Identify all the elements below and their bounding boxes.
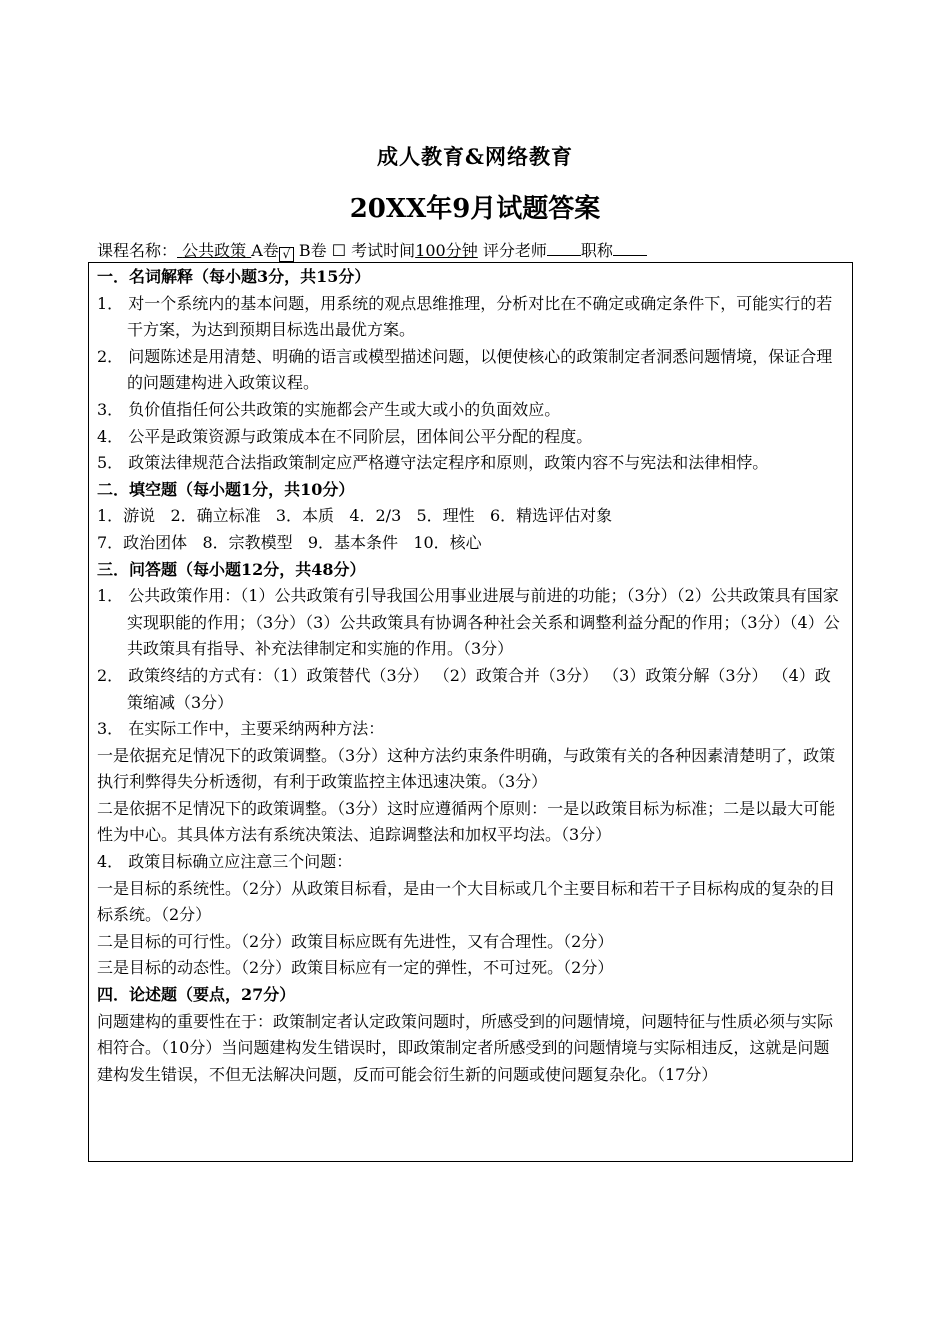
paper-a-label: A卷 [251,241,279,260]
s3-q4-point-3: 三是目标的动态性。（2分）政策目标应有一定的弹性，不可过死。（2分） [97,958,614,978]
org-title: 成人教育&网络教育 [377,144,573,169]
grader-blank [547,241,581,256]
course-name: 公共政策 [182,241,247,260]
grader-label: 评分老师 [482,241,547,260]
s3-question-4: 4． 政策目标确立应注意三个问题： [97,852,353,872]
s2-line: 1．游说 2．确立标准 3．本质 4．2/3 5．理性 6．精选评估对象 [97,506,613,526]
s3-question-3: 3． 在实际工作中，主要采纳两种方法： [97,719,385,739]
paper-a-checkbox: √ [279,247,294,262]
s1-item: 4． 公平是政策资源与政策成本在不同阶层，团体间公平分配的程度。 [97,426,593,446]
s3-q4-point-2: 二是目标的可行性。（2分）政策目标应既有先进性，又有合理性。（2分） [97,931,614,951]
section-2-title: 二．填空题（每小题1分，共10分） [97,479,355,499]
s1-item: 5． 政策法律规范合法指政策制定应严格遵守法定程序和原则，政策内容不与宪法和法律相悖。 [97,453,769,473]
s1-item: 2． 问题陈述是用清楚、明确的语言或模型描述问题，以便使核心的政策制定者洞悉问题情境，保证合理的问题建构进入政策议程。 [97,346,833,393]
s4-answer: 问题建构的重要性在于：政策制定者认定政策问题时，所感受到的问题情境，问题特征与性质必须与实际相符合。（10分）当问题建构发生错误时，即政策制定者所感受到的问题情境与实际相违反，这就是问题建构发生错误，不但无法解决问题，反而可能会衍生新的问题或使问题复杂化。（17分） [97,1011,834,1084]
s3-q4-point-1: 一是目标的系统性。（2分）从政策目标看，是由一个大目标或几个主要目标和若干子目标构成的复杂的目标系统。（2分） [97,878,836,925]
s3-q3-method-1: 一是依据充足情况下的政策调整。（3分）这种方法约束条件明确，与政策有关的各种因素清楚明了，政策执行利弊得失分析透彻，有利于政策监控主体迅速决策。（3分） [97,745,836,792]
s3-question-1: 1． 公共政策作用：（1）公共政策有引导我国公用事业进展与前进的功能；（3分）（2）公共政策具有国家实现职能的作用；（3分）（3）公共政策具有协调各种社会关系和调整利益分配的作用；（3分）（4）公共政策具有指导、补充法律制定和实施的作用。（3分） [97,586,840,659]
s3-question-2: 2． 政策终结的方式有：（1）政策替代（3分） （2）政策合并（3分） （3）政策分解（3分） （4）政策缩减（3分） [97,665,831,712]
exam-title: 20XX年9月试题答案 [349,194,601,224]
section-4-title: 四．论述题（要点，27分） [97,985,296,1005]
time-label: 考试时间 [351,241,416,260]
answer-content [97,264,845,1088]
time-value: 100分钟 [415,241,478,260]
paper-b-label: B卷 [298,241,327,260]
course-label: 课程名称： [97,241,178,260]
s3-q3-method-2: 二是依据不足情况下的政策调整。（3分）这时应遵循两个原则：一是以政策目标为标准；二是以最大可能性为中心。其具体方法有系统决策法、追踪调整法和加权平均法。（3分） [97,798,836,845]
section-1-title: 一．名词解释（每小题3分，共15分） [97,267,371,286]
s1-item: 3． 负价值指任何公共政策的实施都会产生或大或小的负面效应。 [97,399,561,419]
s2-line: 7．政治团体 8．宗教模型 9．基本条件 10．核心 [97,532,482,552]
title-blank [613,241,647,256]
paper-b-checkbox: ☐ [331,241,347,260]
course-info-line [97,238,647,262]
s1-item: 1． 对一个系统内的基本问题，用系统的观点思维推理，分析对比在不确定或确定条件下，可能实行的若干方案，为达到预期目标选出最优方案。 [97,293,833,340]
title-label: 职称 [580,241,613,260]
section-3-title: 三．问答题（每小题12分，共48分） [97,559,366,579]
